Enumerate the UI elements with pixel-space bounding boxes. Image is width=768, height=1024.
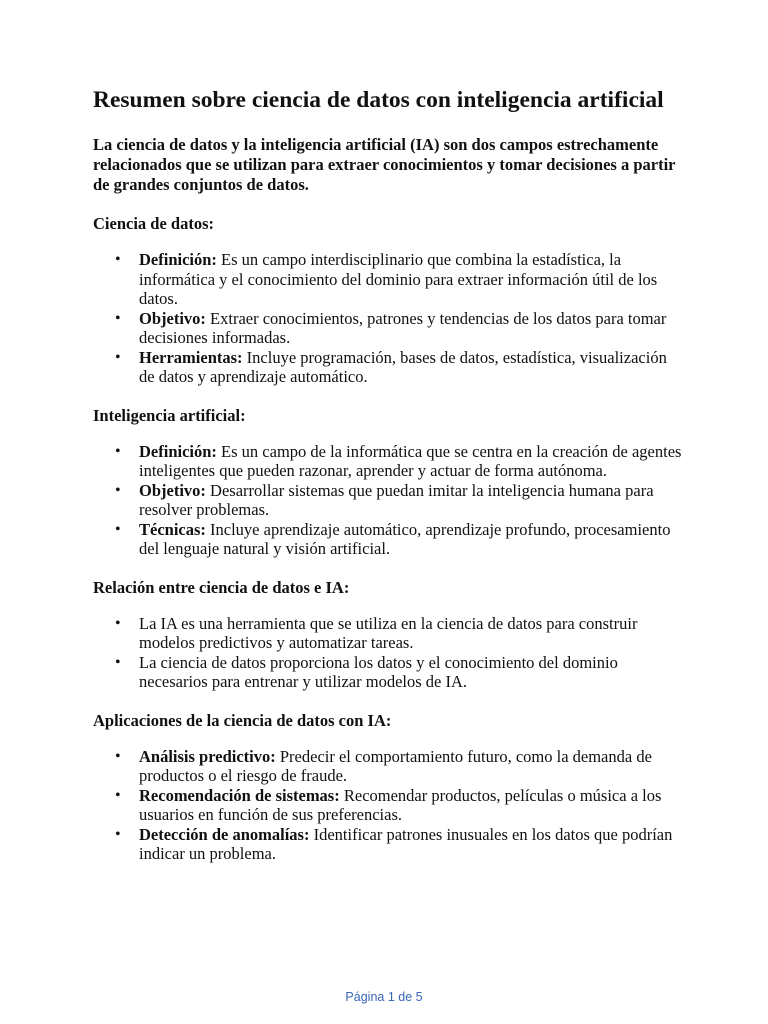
item-text: La ciencia de datos proporciona los datos y el conocimiento del dominio necesarios para entrenar y utilizar modelos de IA. bbox=[139, 652, 618, 691]
item-term: Recomendación de sistemas: bbox=[139, 785, 340, 805]
page-number-footer: Página 1 de 5 bbox=[345, 990, 423, 1004]
bullet-icon: • bbox=[115, 442, 121, 460]
list-item bbox=[93, 442, 683, 481]
document-title: Resumen sobre ciencia de datos con inteligencia artificial bbox=[93, 87, 664, 113]
bullet-list bbox=[93, 250, 683, 387]
item-text: Desarrollar sistemas que puedan imitar la inteligencia humana para resolver problemas. bbox=[139, 480, 654, 519]
item-text: Identificar patrones inusuales en los datos que podrían indicar un problema. bbox=[139, 824, 673, 863]
item-term: Definición: bbox=[139, 441, 217, 461]
bullet-icon: • bbox=[115, 825, 121, 843]
document-page bbox=[93, 86, 683, 864]
item-text: Extraer conocimientos, patrones y tendencias de los datos para tomar decisiones informadas. bbox=[139, 308, 667, 347]
item-text: Es un campo de la informática que se centra en la creación de agentes inteligentes que pueden razonar, aprender y actuar de forma autónoma. bbox=[139, 441, 682, 480]
list-item bbox=[93, 614, 683, 653]
list-item bbox=[93, 250, 683, 309]
item-text: Es un campo interdisciplinario que combina la estadística, la informática y el conocimiento del dominio para extraer información útil de los datos. bbox=[139, 250, 658, 308]
item-term: Objetivo: bbox=[139, 480, 206, 500]
bullet-list bbox=[93, 747, 683, 864]
item-term: Definición: bbox=[139, 250, 217, 269]
list-item bbox=[93, 309, 683, 348]
bullet-icon: • bbox=[115, 614, 121, 632]
list-item bbox=[93, 825, 683, 864]
item-term: Herramientas: bbox=[139, 347, 243, 367]
list-item bbox=[93, 481, 683, 520]
section-ciencia-de-datos bbox=[93, 214, 683, 387]
item-text: Predecir el comportamiento futuro, como la demanda de productos o el riesgo de fraude. bbox=[139, 746, 652, 785]
list-item bbox=[93, 348, 683, 387]
item-term: Técnicas: bbox=[139, 519, 206, 539]
bullet-icon: • bbox=[115, 348, 121, 366]
section-heading: Relación entre ciencia de datos e IA: bbox=[93, 577, 350, 597]
bullet-list bbox=[93, 442, 683, 559]
list-item bbox=[93, 786, 683, 825]
item-text: Incluye aprendizaje automático, aprendizaje profundo, procesamiento del lenguaje natural y visión artificial. bbox=[139, 519, 671, 558]
bullet-icon: • bbox=[115, 481, 121, 499]
bullet-icon: • bbox=[115, 747, 121, 765]
list-item bbox=[93, 520, 683, 559]
bullet-icon: • bbox=[115, 309, 121, 327]
section-relacion bbox=[93, 578, 683, 692]
item-text: La IA es una herramienta que se utiliza en la ciencia de datos para construir modelos predictivos y automatizar tareas. bbox=[139, 613, 638, 652]
list-item bbox=[93, 653, 683, 692]
bullet-icon: • bbox=[115, 786, 121, 804]
item-term: Detección de anomalías: bbox=[139, 824, 310, 844]
item-term: Objetivo: bbox=[139, 308, 206, 328]
bullet-icon: • bbox=[115, 653, 121, 671]
intro-paragraph: La ciencia de datos y la inteligencia artificial (IA) son dos campos estrechamente relacionados que se utilizan para extraer conocimientos y tomar decisiones a partir de grandes conjuntos de datos. bbox=[93, 135, 676, 194]
section-inteligencia-artificial bbox=[93, 406, 683, 559]
section-heading: Inteligencia artificial: bbox=[93, 405, 246, 425]
list-item bbox=[93, 747, 683, 786]
bullet-icon: • bbox=[115, 251, 121, 268]
bullet-icon: • bbox=[115, 520, 121, 538]
section-aplicaciones bbox=[93, 711, 683, 864]
bullet-list bbox=[93, 614, 683, 692]
item-text: Incluye programación, bases de datos, estadística, visualización de datos y aprendizaje automático. bbox=[139, 347, 667, 386]
section-heading: Aplicaciones de la ciencia de datos con IA: bbox=[93, 710, 392, 730]
item-term: Análisis predictivo: bbox=[139, 746, 276, 766]
section-heading: Ciencia de datos: bbox=[93, 214, 214, 233]
item-text: Recomendar productos, películas o música a los usuarios en función de sus preferencias. bbox=[139, 785, 662, 824]
